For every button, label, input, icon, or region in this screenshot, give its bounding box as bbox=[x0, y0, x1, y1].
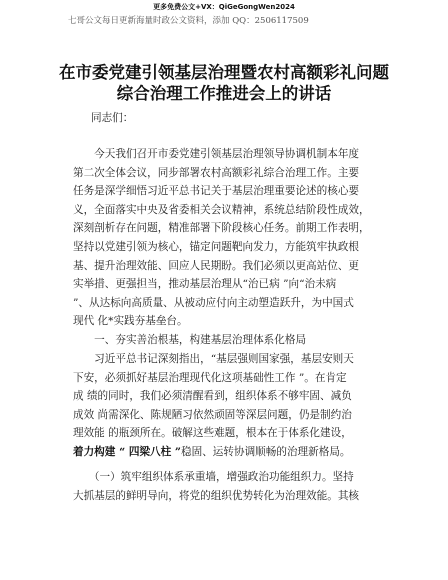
text-line: 下安，必须抓好基层治理现代化这项基础性工作 ”。在肯定 bbox=[73, 371, 347, 384]
text-line: 深刻剖析存在问题，精准部署下阶段核心任务。前期工作表明， bbox=[73, 222, 370, 235]
paragraph-3 bbox=[73, 468, 373, 505]
text-line: 第二次全体会议，同步部署农村高额彩礼综合治理工作。主要 bbox=[73, 166, 360, 179]
text-line: ”、从达标向高质量、从被动应付向主动塑造跃升，为中国式 bbox=[73, 296, 354, 309]
text-span: 稳固、运转协调顺畅的治理新格局。 bbox=[181, 445, 351, 458]
paragraph-1 bbox=[73, 145, 373, 350]
salutation: 同志们： bbox=[91, 112, 134, 124]
text-line: （一）筑牢组织体系承重墙，增强政治功能组织力。坚持 bbox=[73, 471, 354, 483]
text-line: 成 绩的同时，我们必须清醒看到，组织体系不够牢固、减负 bbox=[73, 390, 352, 403]
text-line: 理效能 的瓶颈所在。破解这些难题，根本在于体系化建设， bbox=[73, 427, 352, 440]
document-title bbox=[40, 62, 408, 104]
title-line-2: 综合治理工作推进会上的讲话 bbox=[116, 84, 332, 103]
text-line: 实举措、更强担当，推动基层治理从“治已病 ”向“治未病 bbox=[73, 278, 337, 291]
text-line: 基、提升治理效能、回应人民期盼。我们必须以更高站位、更 bbox=[73, 259, 360, 272]
text-line: 任务是深学细悟习近平总书记关于基层治理重要论述的核心要 bbox=[73, 185, 360, 198]
header-note: 七哥公文每日更新海量时政公文资料，添加 QQ：2506117509 bbox=[68, 16, 309, 26]
text-line: 成效 尚需深化、陈规陋习依然顽固等深层问题，仍是制约治 bbox=[73, 408, 352, 421]
title-line-1: 在市委党建引领基层治理暨农村高额彩礼问题 bbox=[59, 63, 389, 82]
emphasis-text: 着力构建 “ 四梁八柱 ” bbox=[73, 445, 182, 458]
section-heading-1: 一、夯实善治根基，构建基层治理体系化格局 bbox=[73, 333, 307, 346]
paragraph-2 bbox=[73, 350, 373, 462]
text-line: 习近平总书记深刻指出，“基层强则国家强，基层安则天 bbox=[73, 353, 354, 365]
text-line: 大抓基层的鲜明导向，将党的组织优势转化为治理效能。其核 bbox=[73, 489, 360, 502]
top-banner: 更多免费公文+VX：QiGeGongWen2024 bbox=[153, 3, 295, 11]
text-line: 坚持以党建引领为核心，锚定问题靶向发力，方能筑牢执政根 bbox=[73, 240, 360, 253]
text-line bbox=[73, 443, 373, 462]
text-line: 现代 化*实践夯基垒台。 bbox=[73, 315, 188, 328]
text-line: 今天我们召开市委党建引领基层治理领导协调机制本年度 bbox=[73, 148, 360, 160]
text-line: 义，全面落实中央及省委相关会议精神，系统总结阶段性成效， bbox=[73, 203, 370, 216]
